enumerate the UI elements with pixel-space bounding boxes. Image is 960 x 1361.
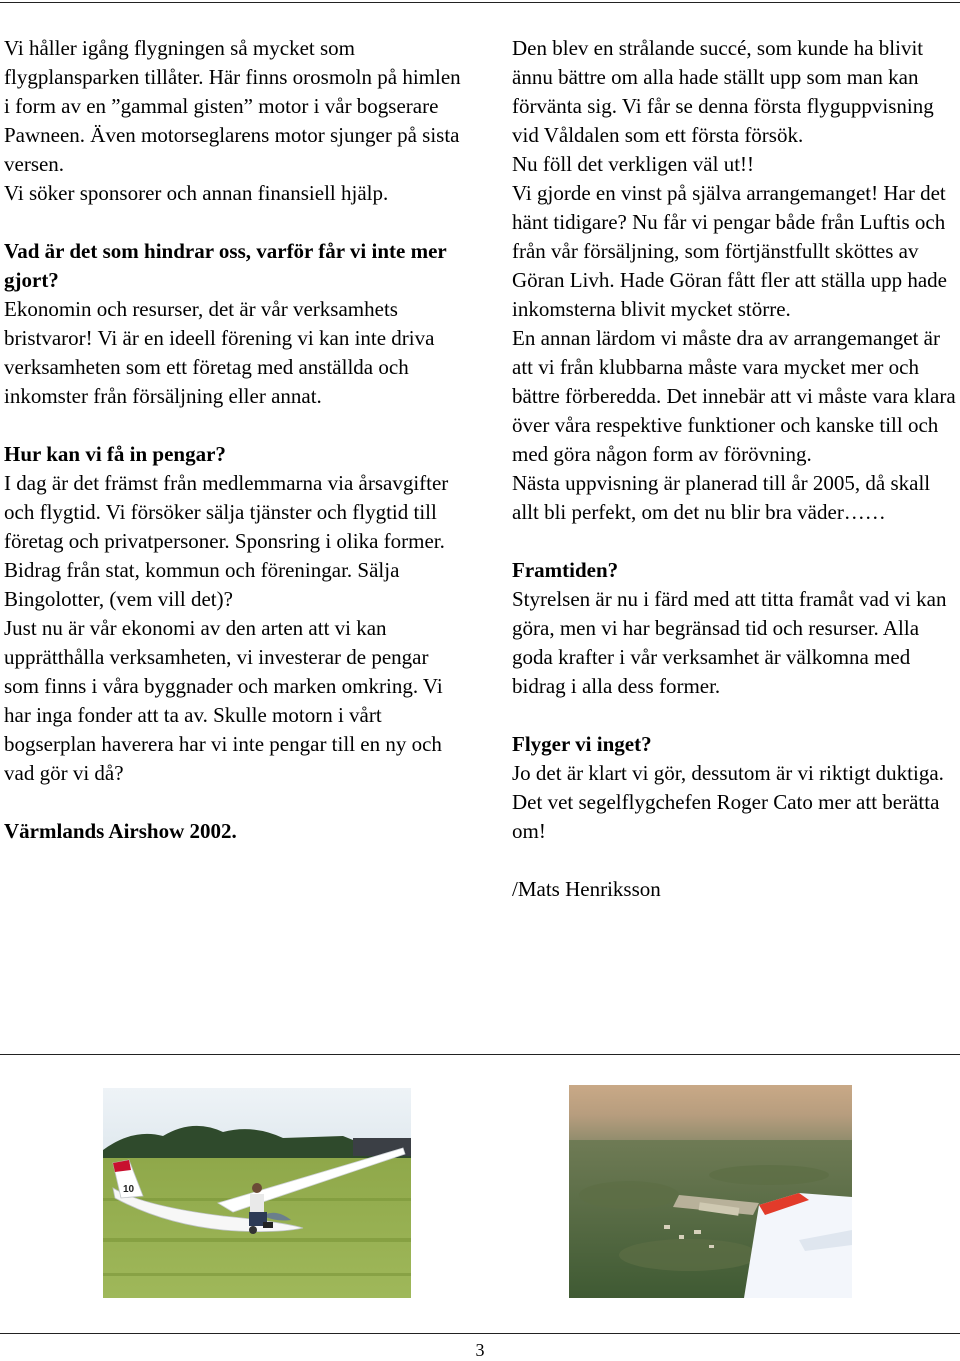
heading: Hur kan vi få in pengar? (4, 442, 226, 466)
paragraph: I dag är det främst från medlemmarna via årsavgifter och flygtid. Vi försöker sälja tjänster och flygtid till företag och privatpersoner. Sponsring i olika former. Bidrag från stat, kommun och föreningar. Sälja Bingolotter, (vem vill det)? (4, 471, 449, 611)
paragraph: Jo det är klart vi gör, dessutom är vi riktigt duktiga. Det vet segelflygchefen Roger Cato mer att berätta om! (512, 761, 944, 843)
paragraph: Nu föll det verkligen väl ut!! (512, 152, 755, 176)
paragraph: Vi gjorde en vinst på själva arrangemanget! Har det hänt tidigare? Nu får vi pengar både från Luftis och från vår försäljning, som förtjänstfullt sköttes av Göran Livh. Hade Göran fått fler att ställa upp hade inkomsterna blivit mycket större. (512, 181, 948, 321)
paragraph: Vi håller igång flygningen så mycket som flygplansparken tillåter. Här finns orosmoln på himlen i form av en ”gammal gisten” motor i vår bogserare Pawneen. Även motorseglarens motor sjunger på sista versen. (4, 36, 461, 176)
paragraph: Nästa uppvisning är planerad till år 2005, då skall allt bli perfekt, om det nu blir bra väder…… (512, 471, 931, 524)
glider-marking: 10 (123, 1184, 135, 1195)
bottom-rule (0, 1333, 960, 1334)
right-column (512, 34, 958, 904)
paragraph: Ekonomin och resurser, det är vår verksamhets bristvaror! Vi är en ideell förening vi kan inte driva verksamheten som ett företag med anställda och inkomster från försäljning eller annat. (4, 297, 435, 408)
page-number: 3 (475, 1340, 485, 1360)
glider-photo (103, 1088, 411, 1298)
middle-rule (0, 1054, 960, 1055)
signature: /Mats Henriksson (512, 877, 661, 901)
paragraph: Vi söker sponsorer och annan finansiell hjälp. (4, 181, 389, 205)
paragraph: Styrelsen är nu i färd med att titta framåt vad vi kan göra, men vi har begränsad tid och resurser. Alla goda krafter i vår verksamhet är välkomna med bidrag i alla dess former. (512, 587, 947, 698)
heading: Vad är det som hindrar oss, varför får vi inte mer gjort? (4, 239, 447, 292)
left-column (4, 34, 464, 846)
top-rule (0, 2, 960, 3)
aerial-photo (569, 1085, 852, 1298)
paragraph: En annan lärdom vi måste dra av arrangemanget är att vi från klubbarna måste vara mycket mer och bättre förberedda. Det innebär att vi måste vara klara över våra respektive funktioner och kanske till och med göra någon form av förövning. (512, 326, 956, 466)
heading: Framtiden? (512, 558, 619, 582)
paragraph: Den blev en strålande succé, som kunde ha blivit ännu bättre om alla hade ställt upp som man kan förvänta sig. Vi får se denna första flyguppvisning vid Våldalen som ett första försök. (512, 36, 934, 147)
paragraph: Just nu är vår ekonomi av den arten att vi kan upprätthålla verksamheten, vi investerar de pengar som finns i våra byggnader och marken omkring. Vi har inga fonder att ta av. Skulle motorn i vårt bogserplan haverera har vi inte pengar till en ny och vad gör vi då? (4, 616, 443, 785)
heading: Värmlands Airshow 2002. (4, 819, 237, 843)
heading: Flyger vi inget? (512, 732, 652, 756)
